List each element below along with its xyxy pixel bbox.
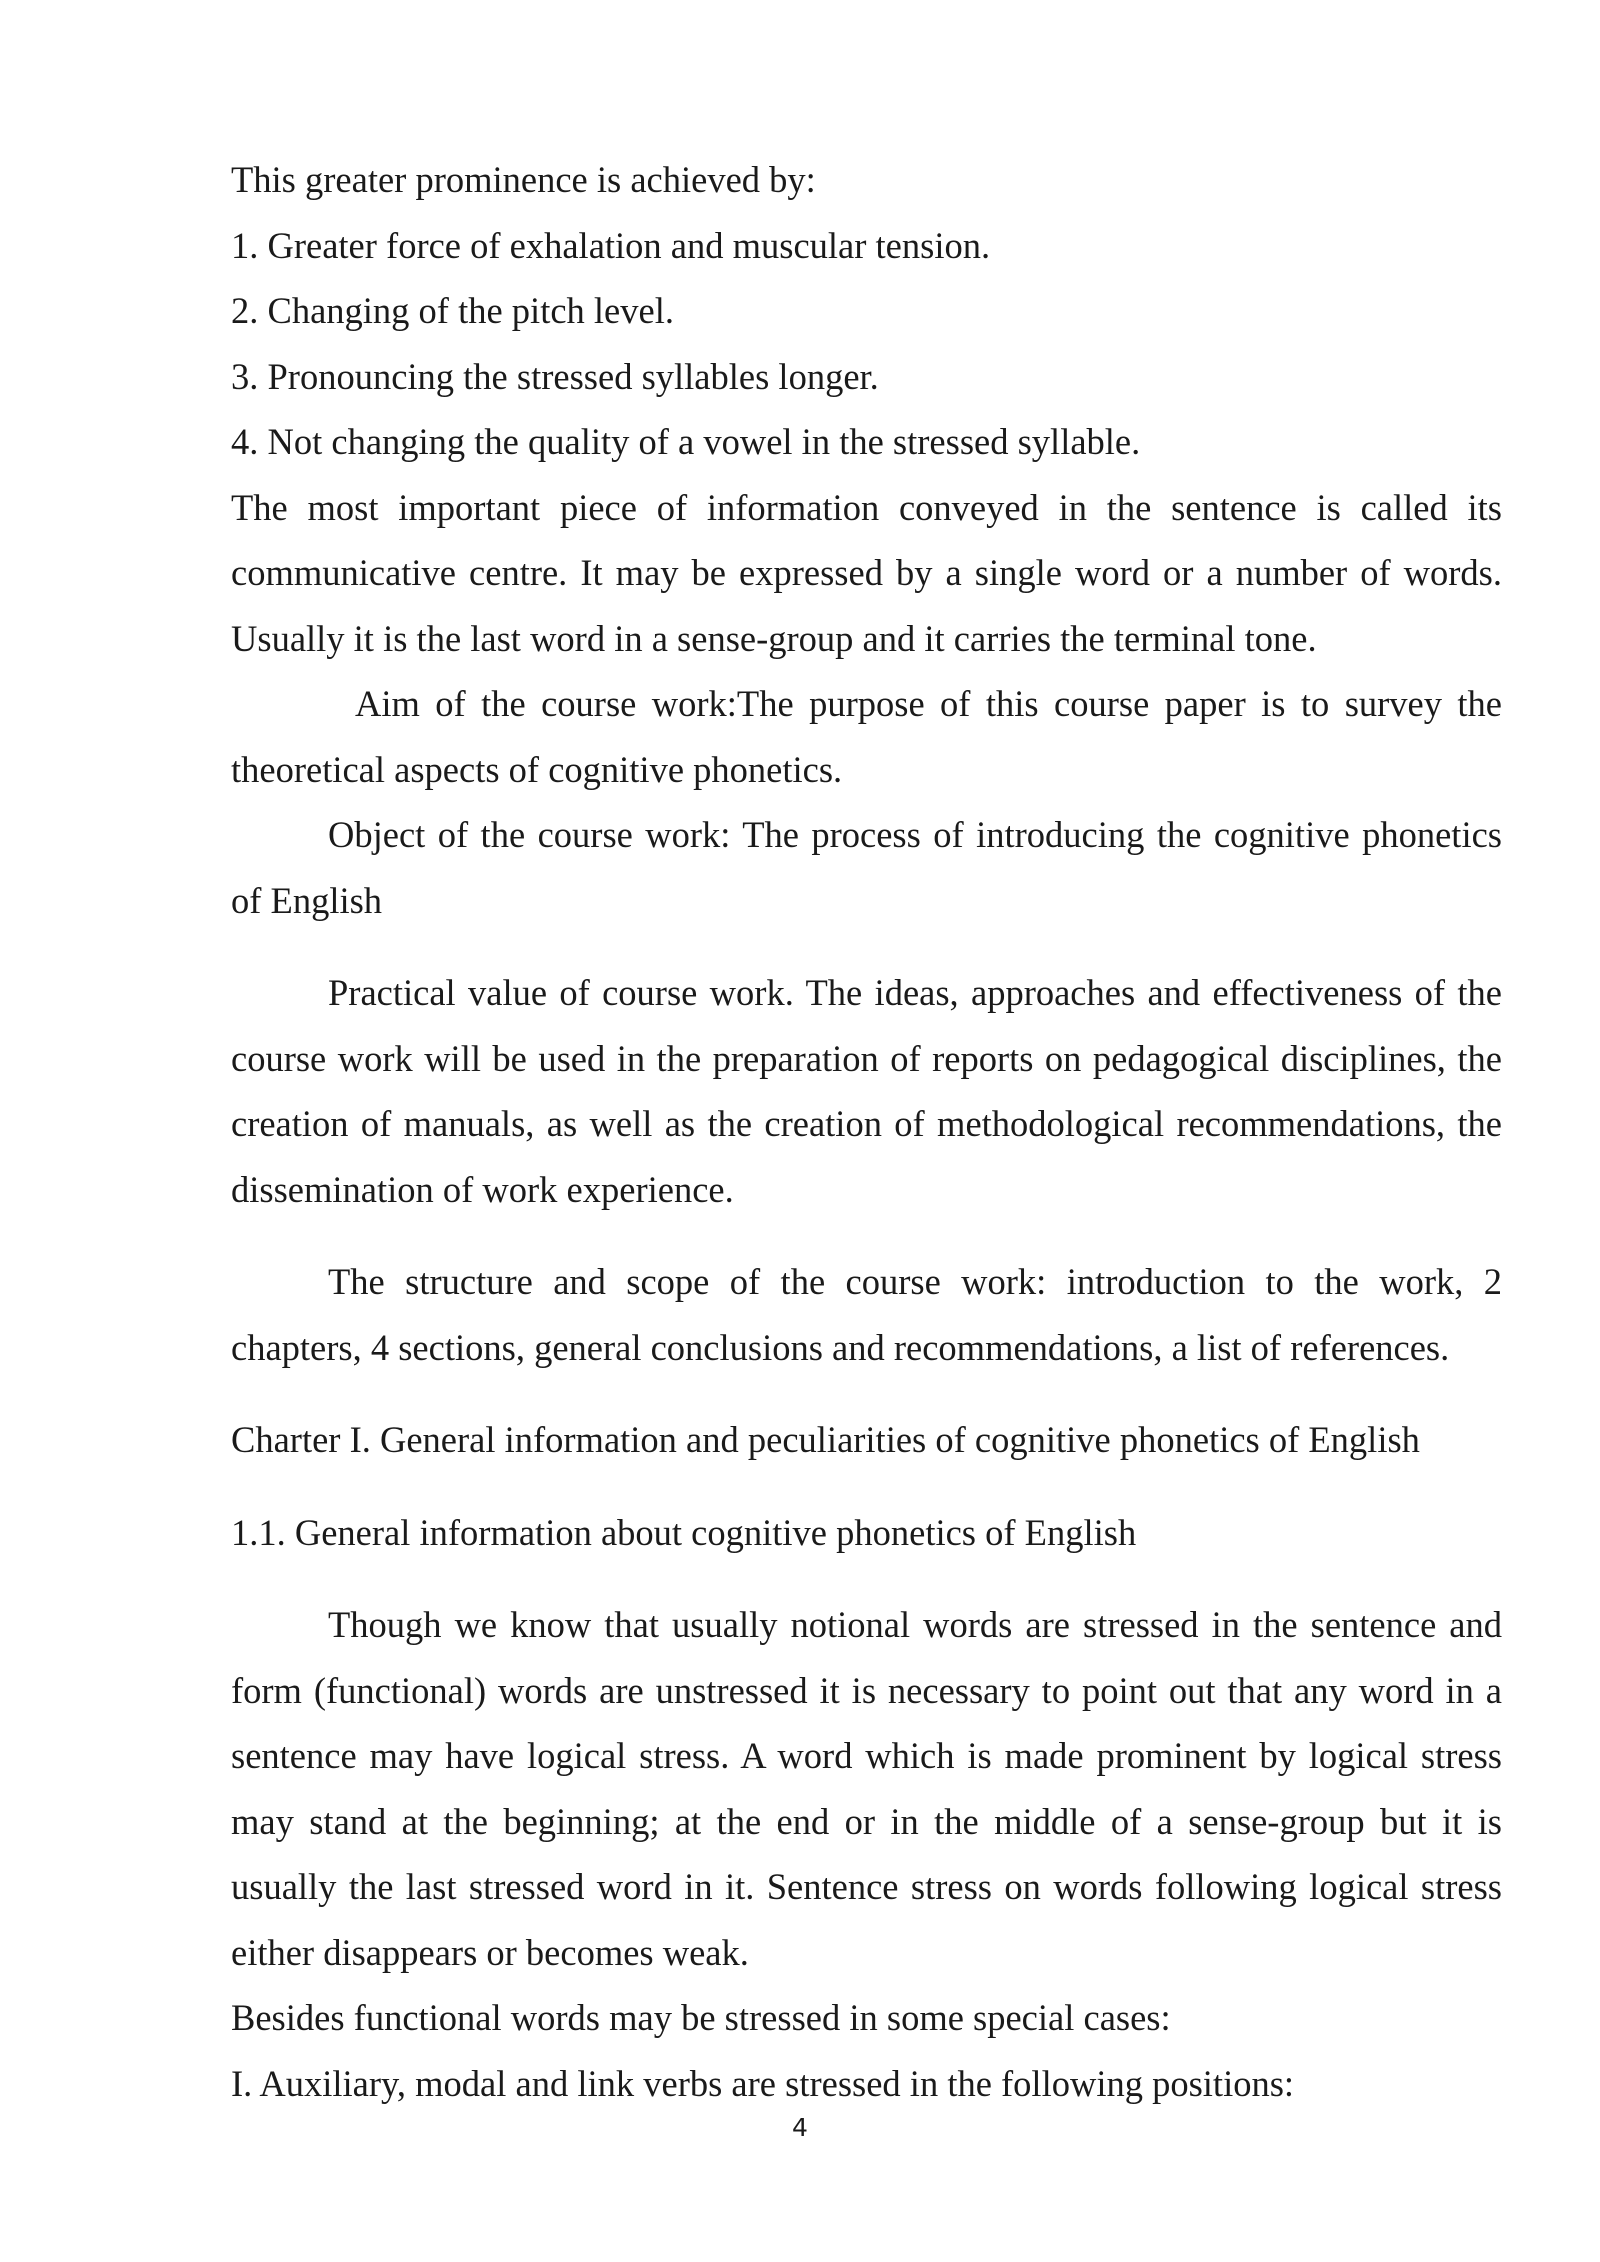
list-item: 2. Changing of the pitch level.: [231, 290, 674, 331]
intro-line: This greater prominence is achieved by:: [231, 159, 816, 200]
section-heading: 1.1. General information about cognitive phonetics of English: [231, 1511, 1137, 1553]
besides-line: Besides functional words may be stressed in some special cases:: [231, 1997, 1171, 2038]
page-number: 4: [792, 2113, 808, 2142]
list-item: 4. Not changing the quality of a vowel in the stressed syllable.: [231, 421, 1141, 462]
list-item: 3. Pronouncing the stressed syllables longer.: [231, 355, 879, 397]
chapter-heading: Charter I. General information and peculiarities of cognitive phonetics of English: [231, 1419, 1420, 1460]
document-page: [231, 147, 1502, 2116]
communicative-centre-paragraph: The most important piece of information conveyed in the sentence is called its communicative centre. It may be expressed by a single word or a number of words. Usually it is the last word in a sense-group and it carries the terminal tone.: [231, 486, 1502, 659]
aim-paragraph: Aim of the course work:The purpose of this course paper is to survey the theoretical aspects of cognitive phonetics.: [231, 683, 1502, 790]
logical-stress-paragraph: Though we know that usually notional words are stressed in the sentence and form (functional) words are unstressed it is necessary to point out that any word in a sentence may have logical stress. A word which is made prominent by logical stress may stand at the beginning; at the end or in the middle of a sense-group but it is usually the last stressed word in it. Sentence stress on words following logical stress either disappears or becomes weak.: [231, 1604, 1502, 1973]
prominence-list: [231, 213, 1502, 475]
object-paragraph: Object of the course work: The process of introducing the cognitive phonetics of English: [231, 814, 1502, 921]
auxiliary-line: I. Auxiliary, modal and link verbs are stressed in the following positions:: [231, 2062, 1295, 2104]
structure-paragraph: The structure and scope of the course work: introduction to the work, 2 chapters, 4 sections, general conclusions and recommendations, a list of references.: [231, 1261, 1502, 1368]
practical-value-paragraph: Practical value of course work. The ideas, approaches and effectiveness of the course work will be used in the preparation of reports on pedagogical disciplines, the creation of manuals, as well as the creation of methodological recommendations, the dissemination of work experience.: [231, 972, 1502, 1210]
list-item: 1. Greater force of exhalation and muscular tension.: [231, 224, 991, 266]
